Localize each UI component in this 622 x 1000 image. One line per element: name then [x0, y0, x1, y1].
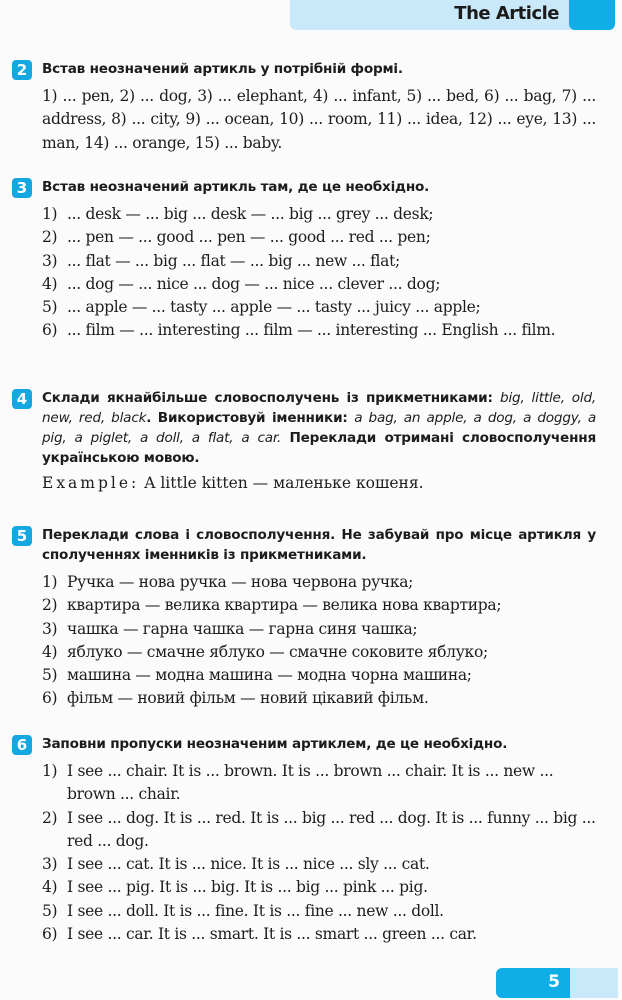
item-number: 3) — [42, 619, 58, 638]
item-number: 5) — [42, 666, 58, 685]
item-text: ... flat — ... big ... flat — ... big ... new ... flat; — [67, 251, 400, 270]
task-number-badge: 6 — [12, 735, 32, 755]
list-item — [42, 760, 596, 807]
list-item — [42, 296, 596, 319]
list-item — [42, 641, 596, 664]
item-number: 4) — [42, 274, 58, 293]
item-text: I see ... car. It is ... smart. It is ... smart ... green ... car. — [67, 925, 477, 944]
list-item — [42, 900, 596, 923]
list-item — [42, 807, 596, 854]
task-number-badge: 5 — [12, 526, 32, 546]
example-label: Example: — [42, 474, 140, 492]
item-number: 1) — [42, 573, 58, 591]
example-text: A little kitten — маленьке кошеня. — [139, 474, 424, 492]
instruction-italic-segment: big, little, old, new, red, black — [42, 390, 596, 426]
item-number: 4) — [42, 642, 58, 661]
task-items — [42, 203, 596, 343]
list-item — [42, 618, 596, 641]
item-text: I see ... pig. It is ... big. It is ... big ... pink ... pig. — [67, 878, 428, 897]
task-instruction — [42, 388, 596, 468]
task-4 — [12, 388, 596, 492]
task-paragraph: 1) ... pen, 2) ... dog, 3) ... elephant, 4) ... infant, 5) ... bed, 6) ... bag, 7) ... address, 8) ... city, 9) ... ocean, 10) ... room, 11) ... idea, 12) ... eye, 13) ... man, 14) ... orange, 15) ... baby. — [42, 87, 596, 152]
item-number: 3) — [42, 251, 58, 270]
instruction-segment: Переклади отримані словосполучення українською мовою. — [42, 430, 596, 466]
chapter-header — [290, 0, 615, 30]
task-items — [42, 760, 596, 946]
item-text: I see ... doll. It is ... fine. It is ... fine ... new ... doll. — [67, 901, 444, 920]
page-number: 5 — [548, 972, 560, 992]
task-3 — [12, 177, 596, 343]
item-number: 5) — [42, 298, 58, 317]
task-instruction — [42, 525, 596, 565]
list-item — [42, 876, 596, 899]
instruction-segment: Переклади слова і словосполучення. Не забувай про місце артикля у сполученнях іменників із прикметниками. — [42, 527, 596, 563]
item-number: 6) — [42, 321, 58, 340]
instruction-segment: Заповни пропуски неозначеним артиклем, де це необхідно. — [42, 736, 508, 752]
list-item — [42, 923, 596, 946]
list-item — [42, 319, 596, 342]
list-item — [42, 664, 596, 687]
instruction-italic-segment: a bag, an apple, a dog, a doggy, a pig, a piglet, a doll, a flat, a car. — [42, 410, 596, 446]
item-number: 3) — [42, 855, 58, 874]
task-number-badge: 2 — [12, 60, 32, 80]
task-6 — [12, 734, 596, 946]
list-item — [42, 687, 596, 710]
task-2 — [12, 59, 596, 155]
item-number: 6) — [42, 689, 58, 708]
item-number: 1) — [42, 762, 58, 780]
task-instruction — [42, 177, 596, 197]
task-number-badge: 3 — [12, 178, 32, 198]
item-number: 1) — [42, 205, 58, 223]
item-text: чашка — гарна чашка — гарна синя чашка; — [67, 619, 418, 638]
instruction-segment: Склади якнайбільше словосполучень із прикметниками: — [42, 390, 501, 406]
page-footer — [496, 968, 618, 998]
item-text: фільм — новий фільм — новий цікавий фільм. — [67, 689, 429, 708]
item-number: 6) — [42, 925, 58, 944]
item-text: ... apple — ... tasty ... apple — ... tasty ... juicy ... apple; — [67, 298, 481, 317]
instruction-segment: Встав неозначений артикль у потрібній формі. — [42, 61, 403, 77]
list-item — [42, 250, 596, 273]
item-text: яблуко — смачне яблуко — смачне соковите яблуко; — [67, 642, 488, 661]
list-item — [42, 853, 596, 876]
item-text: I see ... dog. It is ... red. It is ... big ... red ... dog. It is ... funny ... big ... red ... dog. — [67, 808, 596, 850]
list-item — [42, 571, 596, 594]
task-instruction — [42, 59, 596, 79]
item-text: ... dog — ... nice ... dog — ... nice ... clever ... dog; — [67, 274, 441, 293]
list-item — [42, 203, 596, 226]
item-text: машина — модна машина — модна чорна машина; — [67, 666, 472, 685]
task-number-badge: 4 — [12, 389, 32, 409]
item-text: ... desk — ... big ... desk — ... big ... grey ... desk; — [67, 205, 434, 223]
list-item — [42, 226, 596, 249]
header-tab-decoration — [569, 0, 615, 30]
page-number-tab — [496, 968, 570, 998]
item-number: 2) — [42, 228, 58, 247]
task-items — [42, 571, 596, 711]
item-text: ... pen — ... good ... pen — ... good ... red ... pen; — [67, 228, 431, 247]
item-number: 5) — [42, 901, 58, 920]
item-text: ... film — ... interesting ... film — ... interesting ... English ... film. — [67, 321, 556, 340]
item-text: квартира — велика квартира — велика нова квартира; — [67, 596, 502, 615]
item-number: 4) — [42, 878, 58, 897]
instruction-segment: . Використовуй іменники: — [146, 410, 355, 426]
item-text: I see ... chair. It is ... brown. It is ... brown ... chair. It is ... new ... brown ... chair. — [67, 762, 554, 804]
item-number: 2) — [42, 596, 58, 615]
item-text: I see ... cat. It is ... nice. It is ... nice ... sly ... cat. — [67, 855, 430, 874]
list-item — [42, 273, 596, 296]
list-item — [42, 594, 596, 617]
item-text: Ручка — нова ручка — нова червона ручка; — [67, 573, 414, 591]
task-instruction — [42, 734, 596, 754]
item-number: 2) — [42, 808, 58, 827]
instruction-segment: Встав неозначений артикль там, де це необхідно. — [42, 179, 430, 195]
example-line — [42, 474, 596, 492]
chapter-title: The Article — [454, 3, 559, 24]
task-5 — [12, 525, 596, 711]
